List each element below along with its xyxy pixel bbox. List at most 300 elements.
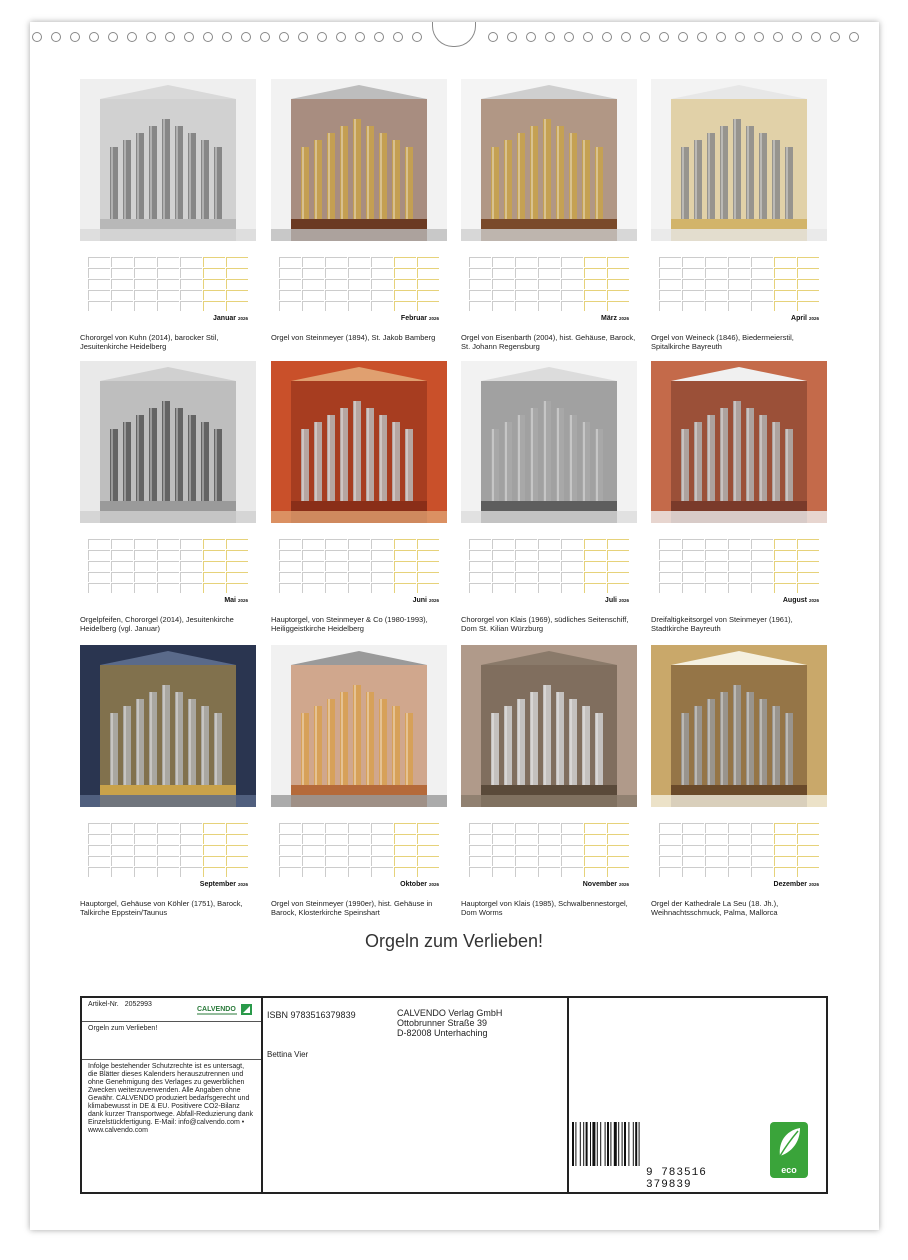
day-cell [584, 268, 606, 278]
binding-hole [830, 32, 840, 42]
day-cell [607, 834, 629, 844]
photo-caption: Chororgel von Kuhn (2014), barocker Stil, Jesuitenkirche Heidelberg [80, 333, 219, 351]
day-cell [417, 279, 439, 289]
binding-hole [716, 32, 726, 42]
month-name: November [582, 881, 617, 888]
day-cell [394, 268, 416, 278]
day-cell [682, 856, 704, 866]
day-cell [584, 572, 606, 582]
binding-hole [298, 32, 308, 42]
day-cell [226, 301, 248, 311]
day-cell [607, 583, 629, 593]
day-cell [515, 823, 537, 833]
day-cell [417, 583, 439, 593]
day-cell [797, 823, 819, 833]
day-cell [180, 301, 202, 311]
day-cell [515, 561, 537, 571]
day-cell [371, 856, 393, 866]
day-cell [302, 290, 324, 300]
day-cell [705, 257, 727, 267]
binding-hole [127, 32, 137, 42]
day-cell [279, 856, 301, 866]
day-cell [774, 583, 796, 593]
day-cell [728, 867, 750, 877]
day-cell [682, 257, 704, 267]
day-cell [417, 268, 439, 278]
day-cell [417, 301, 439, 311]
month-label [605, 597, 629, 604]
day-cell [751, 550, 773, 560]
organ-photo [271, 645, 447, 807]
day-cell [157, 268, 179, 278]
day-cell [584, 867, 606, 877]
day-cell [705, 572, 727, 582]
day-cell [226, 279, 248, 289]
day-cell [469, 583, 491, 593]
month-name: September [199, 881, 236, 888]
binding-hole [564, 32, 574, 42]
eco-badge [770, 1122, 808, 1178]
day-cell [607, 539, 629, 549]
day-cell [515, 583, 537, 593]
day-cell [774, 572, 796, 582]
day-cell [469, 279, 491, 289]
day-cell [394, 867, 416, 877]
day-cell [469, 550, 491, 560]
day-cell [302, 539, 324, 549]
day-cell [134, 290, 156, 300]
day-cell [584, 561, 606, 571]
day-cell [607, 279, 629, 289]
month-year: 2026 [808, 598, 819, 603]
day-cell [492, 561, 514, 571]
photo-caption: Chororgel von Klais (1969), südliches Seitenschiff, Dom St. Kilian Würzburg [461, 615, 629, 633]
day-cell [607, 845, 629, 855]
binding-hole [108, 32, 118, 42]
day-cell [607, 823, 629, 833]
day-cell [751, 845, 773, 855]
day-cell [348, 257, 370, 267]
month-name: Februar [400, 315, 427, 322]
day-cell [797, 867, 819, 877]
day-cell [584, 550, 606, 560]
day-cell [226, 539, 248, 549]
day-cell [682, 583, 704, 593]
binding-hole [412, 32, 422, 42]
day-cell [325, 823, 347, 833]
day-cell [584, 583, 606, 593]
day-cell [797, 279, 819, 289]
day-cell [203, 856, 225, 866]
legal-section [82, 1060, 261, 1192]
day-cell [417, 856, 439, 866]
day-cell [180, 583, 202, 593]
month-block [651, 361, 827, 631]
day-cell [180, 279, 202, 289]
day-cell [469, 823, 491, 833]
day-cell [157, 572, 179, 582]
month-label [774, 881, 819, 888]
organ-photo [461, 361, 637, 523]
day-cell [584, 845, 606, 855]
day-cell [157, 257, 179, 267]
photo-caption: Orgel von Steinmeyer (1990er), hist. Gehäuse in Barock, Klosterkirche Speinshart [271, 899, 433, 917]
binding-hole [317, 32, 327, 42]
month-name: März [601, 315, 617, 322]
month-block [651, 79, 827, 349]
day-cell [751, 834, 773, 844]
day-cell [561, 583, 583, 593]
month-name: Oktober [400, 881, 427, 888]
day-cell [226, 834, 248, 844]
binding-hole [146, 32, 156, 42]
binding-hole [545, 32, 555, 42]
month-block [80, 645, 256, 915]
day-cell [157, 834, 179, 844]
binding-hole [355, 32, 365, 42]
day-cell [659, 539, 681, 549]
day-cell [538, 845, 560, 855]
organ-photo [651, 645, 827, 807]
month-calendar-grid [469, 249, 629, 315]
day-cell [203, 867, 225, 877]
day-cell [111, 257, 133, 267]
day-cell [279, 301, 301, 311]
day-cell [302, 823, 324, 833]
organ-photo [651, 361, 827, 523]
day-cell [561, 301, 583, 311]
day-cell [203, 279, 225, 289]
day-cell [226, 856, 248, 866]
day-cell [88, 867, 110, 877]
day-cell [774, 539, 796, 549]
day-cell [538, 539, 560, 549]
month-block [80, 79, 256, 349]
day-cell [728, 572, 750, 582]
day-cell [705, 583, 727, 593]
day-cell [302, 268, 324, 278]
binding-hole [602, 32, 612, 42]
day-cell [226, 823, 248, 833]
day-cell [469, 268, 491, 278]
day-cell [203, 845, 225, 855]
month-year: 2026 [618, 316, 629, 321]
day-cell [607, 572, 629, 582]
day-cell [417, 572, 439, 582]
day-cell [348, 572, 370, 582]
day-cell [279, 550, 301, 560]
month-year: 2026 [237, 598, 248, 603]
day-cell [180, 834, 202, 844]
day-cell [728, 539, 750, 549]
photo-caption: Orgel von Steinmeyer (1894), St. Jakob Bamberg [271, 333, 436, 342]
day-cell [797, 561, 819, 571]
binding-hole [51, 32, 61, 42]
month-block [461, 645, 637, 915]
day-cell [279, 823, 301, 833]
day-cell [797, 550, 819, 560]
month-calendar-grid [469, 531, 629, 597]
day-cell [682, 290, 704, 300]
day-cell [705, 845, 727, 855]
day-cell [203, 583, 225, 593]
eco-label: eco [781, 1165, 797, 1175]
day-cell [302, 856, 324, 866]
day-cell [371, 268, 393, 278]
day-cell [180, 268, 202, 278]
day-cell [302, 583, 324, 593]
day-cell [348, 539, 370, 549]
day-cell [134, 856, 156, 866]
day-cell [797, 845, 819, 855]
day-cell [607, 867, 629, 877]
day-cell [659, 572, 681, 582]
organ-photo [461, 645, 637, 807]
isbn: ISBN 9783516379839 [267, 1010, 356, 1020]
day-cell [394, 823, 416, 833]
day-cell [111, 856, 133, 866]
day-cell [538, 856, 560, 866]
month-year: 2026 [808, 316, 819, 321]
day-cell [111, 279, 133, 289]
binding-hole [279, 32, 289, 42]
day-cell [157, 301, 179, 311]
day-cell [728, 823, 750, 833]
day-cell [561, 257, 583, 267]
day-cell [88, 561, 110, 571]
day-cell [774, 867, 796, 877]
binding-hole [336, 32, 346, 42]
day-cell [348, 279, 370, 289]
day-cell [682, 550, 704, 560]
day-cell [302, 550, 324, 560]
day-cell [134, 550, 156, 560]
binding-hole [165, 32, 175, 42]
day-cell [728, 550, 750, 560]
day-cell [682, 268, 704, 278]
day-cell [348, 583, 370, 593]
binding-hole [89, 32, 99, 42]
day-cell [515, 834, 537, 844]
day-cell [659, 257, 681, 267]
day-cell [561, 561, 583, 571]
photo-caption: Hauptorgel, Gehäuse von Köhler (1751), Barock, Talkirche Eppstein/Taunus [80, 899, 243, 917]
month-year: 2026 [237, 882, 248, 887]
binding-hole [583, 32, 593, 42]
day-cell [111, 834, 133, 844]
day-cell [797, 301, 819, 311]
day-cell [538, 867, 560, 877]
day-cell [111, 823, 133, 833]
day-cell [538, 583, 560, 593]
month-calendar-grid [88, 531, 248, 597]
month-year: 2026 [237, 316, 248, 321]
day-cell [157, 823, 179, 833]
day-cell [180, 550, 202, 560]
legal-text: Infolge bestehender Schutzrechte ist es untersagt, die Blätter dieses Kalenders herauszutrennen und ohne Genehmigung des Verlages zu gewerblichen Zwecken weiterzuverwenden. Alle Angaben ohne Gewähr. CALVENDO produziert bedarfsgerecht und klimabewusst in DE & EU. Positivere CO2-Bilanz dank kurzer Transportwege. Abfall-Reduzierung dank Einzelstückfertigung. E-Mail: info@calvendo.com • www.calvendo.com [88, 1063, 253, 1134]
binding-hole [849, 32, 859, 42]
day-cell [302, 561, 324, 571]
day-cell [203, 550, 225, 560]
day-cell [797, 268, 819, 278]
day-cell [394, 845, 416, 855]
day-cell [682, 845, 704, 855]
day-cell [325, 561, 347, 571]
month-name: Januar [213, 315, 236, 322]
day-cell [325, 257, 347, 267]
day-cell [561, 867, 583, 877]
day-cell [584, 257, 606, 267]
month-label [791, 315, 819, 322]
day-cell [134, 539, 156, 549]
day-cell [751, 856, 773, 866]
month-label [783, 597, 819, 604]
day-cell [751, 539, 773, 549]
day-cell [515, 845, 537, 855]
month-calendar-grid [279, 815, 439, 881]
month-label [601, 315, 629, 322]
day-cell [561, 268, 583, 278]
day-cell [371, 301, 393, 311]
binding-hole [659, 32, 669, 42]
day-cell [371, 550, 393, 560]
month-calendar-grid [88, 249, 248, 315]
day-cell [682, 572, 704, 582]
day-cell [394, 257, 416, 267]
binding-hole [735, 32, 745, 42]
day-cell [607, 856, 629, 866]
day-cell [561, 845, 583, 855]
day-cell [774, 550, 796, 560]
day-cell [134, 301, 156, 311]
day-cell [751, 572, 773, 582]
organ-photo [651, 79, 827, 241]
day-cell [584, 834, 606, 844]
day-cell [728, 268, 750, 278]
day-cell [88, 550, 110, 560]
photo-caption: Orgel von Weineck (1846), Biedermeierstil, Spitalkirche Bayreuth [651, 333, 794, 351]
day-cell [728, 301, 750, 311]
day-cell [157, 583, 179, 593]
day-cell [325, 539, 347, 549]
day-cell [279, 583, 301, 593]
day-cell [180, 867, 202, 877]
day-cell [371, 823, 393, 833]
day-cell [203, 834, 225, 844]
day-cell [774, 268, 796, 278]
day-cell [325, 268, 347, 278]
day-cell [774, 856, 796, 866]
day-cell [180, 856, 202, 866]
day-cell [469, 257, 491, 267]
day-cell [561, 856, 583, 866]
month-calendar-grid [659, 531, 819, 597]
day-cell [469, 561, 491, 571]
day-cell [417, 823, 439, 833]
day-cell [515, 257, 537, 267]
day-cell [538, 550, 560, 560]
day-cell [561, 823, 583, 833]
month-calendar-grid [469, 815, 629, 881]
day-cell [728, 290, 750, 300]
day-cell [134, 867, 156, 877]
day-cell [371, 279, 393, 289]
barcode-number: 9 783516 379839 [646, 1167, 707, 1191]
day-cell [348, 290, 370, 300]
day-cell [659, 550, 681, 560]
day-cell [515, 301, 537, 311]
day-cell [469, 867, 491, 877]
day-cell [515, 290, 537, 300]
day-cell [279, 561, 301, 571]
day-cell [492, 268, 514, 278]
calendar-name: Orgeln zum Verlieben! [88, 1025, 158, 1032]
day-cell [659, 834, 681, 844]
day-cell [774, 823, 796, 833]
day-cell [226, 845, 248, 855]
month-year: 2026 [618, 882, 629, 887]
month-name: Dezember [773, 881, 807, 888]
day-cell [705, 561, 727, 571]
binding-hole [773, 32, 783, 42]
month-name: Juli [604, 597, 617, 604]
day-cell [417, 834, 439, 844]
day-cell [134, 583, 156, 593]
day-cell [751, 823, 773, 833]
day-cell [705, 539, 727, 549]
day-cell [348, 301, 370, 311]
binding-hole [393, 32, 403, 42]
day-cell [226, 257, 248, 267]
day-cell [561, 279, 583, 289]
day-cell [111, 572, 133, 582]
publisher-info-box [80, 996, 828, 1194]
day-cell [492, 823, 514, 833]
day-cell [134, 561, 156, 571]
publisher-name: CALVENDO Verlag GmbH [397, 1008, 503, 1018]
day-cell [538, 268, 560, 278]
day-cell [659, 561, 681, 571]
day-cell [659, 583, 681, 593]
day-cell [682, 867, 704, 877]
month-calendar-grid [279, 249, 439, 315]
month-block [271, 645, 447, 915]
day-cell [111, 867, 133, 877]
day-cell [659, 823, 681, 833]
day-cell [607, 561, 629, 571]
day-cell [607, 257, 629, 267]
day-cell [371, 290, 393, 300]
day-cell [774, 290, 796, 300]
day-cell [705, 823, 727, 833]
calendar-title: Orgeln zum Verlieben! [364, 931, 544, 951]
day-cell [348, 845, 370, 855]
day-cell [797, 572, 819, 582]
day-cell [203, 823, 225, 833]
day-cell [728, 856, 750, 866]
day-cell [705, 268, 727, 278]
day-cell [157, 290, 179, 300]
day-cell [111, 561, 133, 571]
day-cell [226, 583, 248, 593]
publisher-city: D-82008 Unterhaching [397, 1028, 488, 1038]
month-year: 2026 [428, 598, 439, 603]
day-cell [203, 268, 225, 278]
day-cell [469, 301, 491, 311]
day-cell [157, 279, 179, 289]
calendar-name-section [82, 1022, 261, 1060]
day-cell [394, 856, 416, 866]
